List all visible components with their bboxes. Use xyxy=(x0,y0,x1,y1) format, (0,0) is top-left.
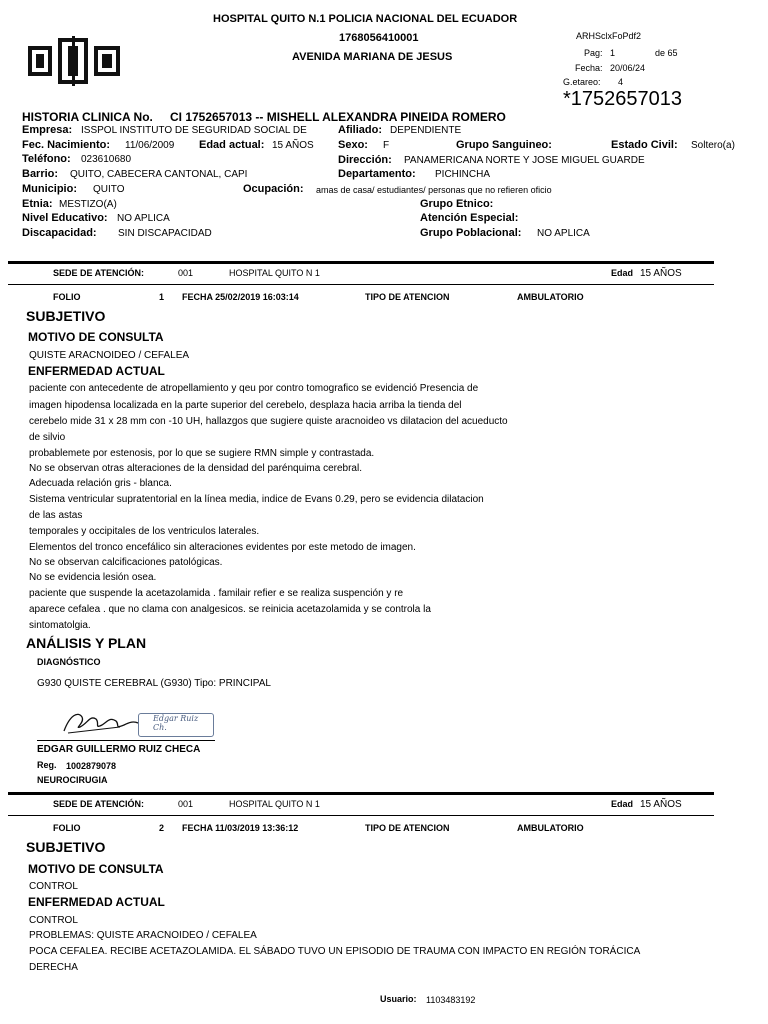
subjetivo-heading: SUBJETIVO xyxy=(26,839,106,855)
tipo-value: AMBULATORIO xyxy=(517,292,584,302)
enfermedad-line: No se observan otras alteraciones de la densidad del parénquima cerebral. xyxy=(29,463,362,474)
barcode-text: *1752657013 xyxy=(563,88,683,110)
sangre-label: Grupo Sanguineo: xyxy=(456,139,552,151)
report-code: ARHSclxFoPdf2 xyxy=(576,31,642,41)
visit-edad-label: Edad xyxy=(611,799,634,809)
fnac-value: 11/06/2009 xyxy=(125,140,175,151)
enfermedad-line: paciente que suspende la acetazolamida . familair refier e se realiza suspención y re xyxy=(29,588,404,599)
sede-code: 001 xyxy=(178,799,194,809)
dir-value: PANAMERICANA NORTE Y JOSE MIGUEL GUARDE xyxy=(404,155,645,166)
afiliado-value: DEPENDIENTE xyxy=(390,125,462,136)
sede-label: SEDE DE ATENCIÓN: xyxy=(53,799,145,809)
section-divider xyxy=(8,261,714,264)
tipo-label: TIPO DE ATENCION xyxy=(365,823,450,833)
tel-label: Teléfono: xyxy=(22,153,71,165)
sede-label: SEDE DE ATENCIÓN: xyxy=(53,268,145,278)
subjetivo-heading: SUBJETIVO xyxy=(26,308,106,324)
edad-value: 15 AÑOS xyxy=(272,140,314,151)
enfermedad-line: Elementos del tronco encefálico sin alteraciones evidentes por este metodo de imagen. xyxy=(29,542,416,553)
enfermedad-line: temporales y occipitales de los ventriculos laterales. xyxy=(29,526,260,537)
barrio-label: Barrio: xyxy=(22,168,59,180)
depto-label: Departamento: xyxy=(338,168,416,180)
etnia-value: MESTIZO(A) xyxy=(59,199,117,210)
edad-label: Edad actual: xyxy=(199,139,265,151)
empresa-value: ISSPOL INSTITUTO DE SEGURIDAD SOCIAL DE xyxy=(81,125,307,136)
tipo-value: AMBULATORIO xyxy=(517,823,584,833)
disc-value: SIN DISCAPACIDAD xyxy=(118,228,212,239)
enfermedad-line: DERECHA xyxy=(29,962,78,973)
motivo-heading: MOTIVO DE CONSULTA xyxy=(28,862,164,876)
doctor-name: EDGAR GUILLERMO RUIZ CHECA xyxy=(37,744,201,755)
enfermedad-line: PROBLEMAS: QUISTE ARACNOIDEO / CEFALEA xyxy=(29,930,257,941)
visit-edad-label: Edad xyxy=(611,268,634,278)
hospital-address: AVENIDA MARIANA DE JESUS xyxy=(292,51,453,63)
folio-label: FOLIO xyxy=(53,823,81,833)
enfermedad-line: cerebelo mide 31 x 28 mm con -10 UH, hallazgos que sugiere quiste aracnoideo vs dilatacion del acueducto xyxy=(29,416,508,427)
enfermedad-line: No se evidencia lesión osea. xyxy=(29,572,157,583)
folio-label: FOLIO xyxy=(53,292,81,302)
visit-date: FECHA 25/02/2019 16:03:14 xyxy=(182,292,299,302)
reg-label: Reg. xyxy=(37,760,57,770)
enfermedad-line: No se observan calcificaciones patológicas. xyxy=(29,557,223,568)
getareo-label: G.etareo: xyxy=(563,77,601,87)
enfermedad-line: de las astas xyxy=(29,510,83,521)
enfermedad-heading: ENFERMEDAD ACTUAL xyxy=(28,364,165,378)
getareo-value: 4 xyxy=(618,77,624,87)
hc-label: HISTORIA CLINICA No. xyxy=(22,110,153,124)
ocup-label: Ocupación: xyxy=(243,183,304,195)
depto-value: PICHINCHA xyxy=(435,169,491,180)
getnico-label: Grupo Etnico: xyxy=(420,198,494,210)
enfermedad-line: probablemete por estenosis, por lo que se sugiere RMN simple y contrastada. xyxy=(29,448,375,459)
enfermedad-line: sintomatolgia. xyxy=(29,620,91,631)
diagnostico-heading: DIAGNÓSTICO xyxy=(37,657,101,667)
enfermedad-line: imagen hipodensa localizada en la parte superior del cerebelo, desplaza hacia arriba la tienda del xyxy=(29,400,462,411)
muni-label: Municipio: xyxy=(22,183,77,195)
sede-code: 001 xyxy=(178,268,194,278)
analisis-heading: ANÁLISIS Y PLAN xyxy=(26,635,147,651)
muni-value: QUITO xyxy=(93,184,125,195)
section-divider xyxy=(8,792,714,795)
enfermedad-line: aparece cefalea . que no clama con analgesicos. se reinicia acetazolamida y se controla la xyxy=(29,604,431,615)
hc-value: CI 1752657013 -- MISHELL ALEXANDRA PINEIDA ROMERO xyxy=(170,110,506,124)
usuario-value: 1103483192 xyxy=(426,995,476,1005)
enfermedad-line: CONTROL xyxy=(29,915,78,926)
sede-name: HOSPITAL QUITO N 1 xyxy=(229,799,320,809)
section-divider xyxy=(8,284,714,285)
visit-edad-value: 15 AÑOS xyxy=(640,799,682,810)
afiliado-label: Afiliado: xyxy=(338,124,382,136)
folio-number: 1 xyxy=(159,292,165,302)
ocup-value: amas de casa/ estudiantes/ personas que no refieren oficio xyxy=(316,185,552,195)
gpob-value: NO APLICA xyxy=(537,228,590,239)
fnac-label: Fec. Nacimiento: xyxy=(22,139,111,151)
enfermedad-line: Adecuada relación gris - blanca. xyxy=(29,478,172,489)
enfermedad-line: Sistema ventricular supratentorial en la línea media, indice de Evans 0.29, pero se evidencia dilatacion xyxy=(29,494,484,505)
visit-edad-value: 15 AÑOS xyxy=(640,268,682,279)
doctor-specialty: NEUROCIRUGIA xyxy=(37,775,108,785)
section-divider xyxy=(8,815,714,816)
folio-number: 2 xyxy=(159,823,165,833)
civil-value: Soltero(a) xyxy=(691,140,735,151)
sede-name: HOSPITAL QUITO N 1 xyxy=(229,268,320,278)
doctor-stamp-text: Edgar Ruiz Ch. xyxy=(153,714,199,732)
enfermedad-heading: ENFERMEDAD ACTUAL xyxy=(28,895,165,909)
sexo-value: F xyxy=(383,140,390,151)
nivel-label: Nivel Educativo: xyxy=(22,212,108,224)
motivo-heading: MOTIVO DE CONSULTA xyxy=(28,330,164,344)
doctor-signature xyxy=(60,707,140,737)
reg-number: 1002879078 xyxy=(66,761,117,771)
etnia-label: Etnia: xyxy=(22,198,53,210)
gpob-label: Grupo Poblacional: xyxy=(420,227,522,239)
atencion-label: Atención Especial: xyxy=(420,212,519,224)
civil-label: Estado Civil: xyxy=(611,139,678,151)
hospital-name: HOSPITAL QUITO N.1 POLICIA NACIONAL DEL ECUADOR xyxy=(213,13,518,25)
usuario-label: Usuario: xyxy=(380,994,417,1004)
tel-value: 023610680 xyxy=(81,154,132,165)
dir-label: Dirección: xyxy=(338,154,392,166)
sexo-label: Sexo: xyxy=(338,139,368,151)
print-date: 20/06/24 xyxy=(610,63,646,73)
page-number: 1 xyxy=(610,48,616,58)
barrio-value: QUITO, CABECERA CANTONAL, CAPI xyxy=(70,169,248,180)
empresa-label: Empresa: xyxy=(22,124,73,136)
police-logo xyxy=(28,36,120,86)
enfermedad-line: paciente con antecedente de atropellamiento y qeu por contro tomografico se evidenció Presencia de xyxy=(29,383,479,394)
diagnostico-text: G930 QUISTE CEREBRAL (G930) Tipo: PRINCIPAL xyxy=(37,678,271,689)
date-label: Fecha: xyxy=(575,63,603,73)
hospital-ruc: 1768056410001 xyxy=(339,32,419,44)
disc-label: Discapacidad: xyxy=(22,227,97,239)
signature-line xyxy=(37,740,215,741)
enfermedad-line: de silvio xyxy=(29,432,66,443)
page-label: Pag: xyxy=(584,48,603,58)
motivo-text: CONTROL xyxy=(29,881,78,892)
motivo-text: QUISTE ARACNOIDEO / CEFALEA xyxy=(29,350,190,361)
tipo-label: TIPO DE ATENCION xyxy=(365,292,450,302)
enfermedad-line: POCA CEFALEA. RECIBE ACETAZOLAMIDA. EL SÁBADO TUVO UN EPISODIO DE TRAUMA CON IMPACTO EN REGIÓN TORÁCICA xyxy=(29,946,641,957)
doctor-stamp xyxy=(138,713,214,737)
nivel-value: NO APLICA xyxy=(117,213,170,224)
page-total: de 65 xyxy=(655,48,678,58)
visit-date: FECHA 11/03/2019 13:36:12 xyxy=(182,823,299,833)
